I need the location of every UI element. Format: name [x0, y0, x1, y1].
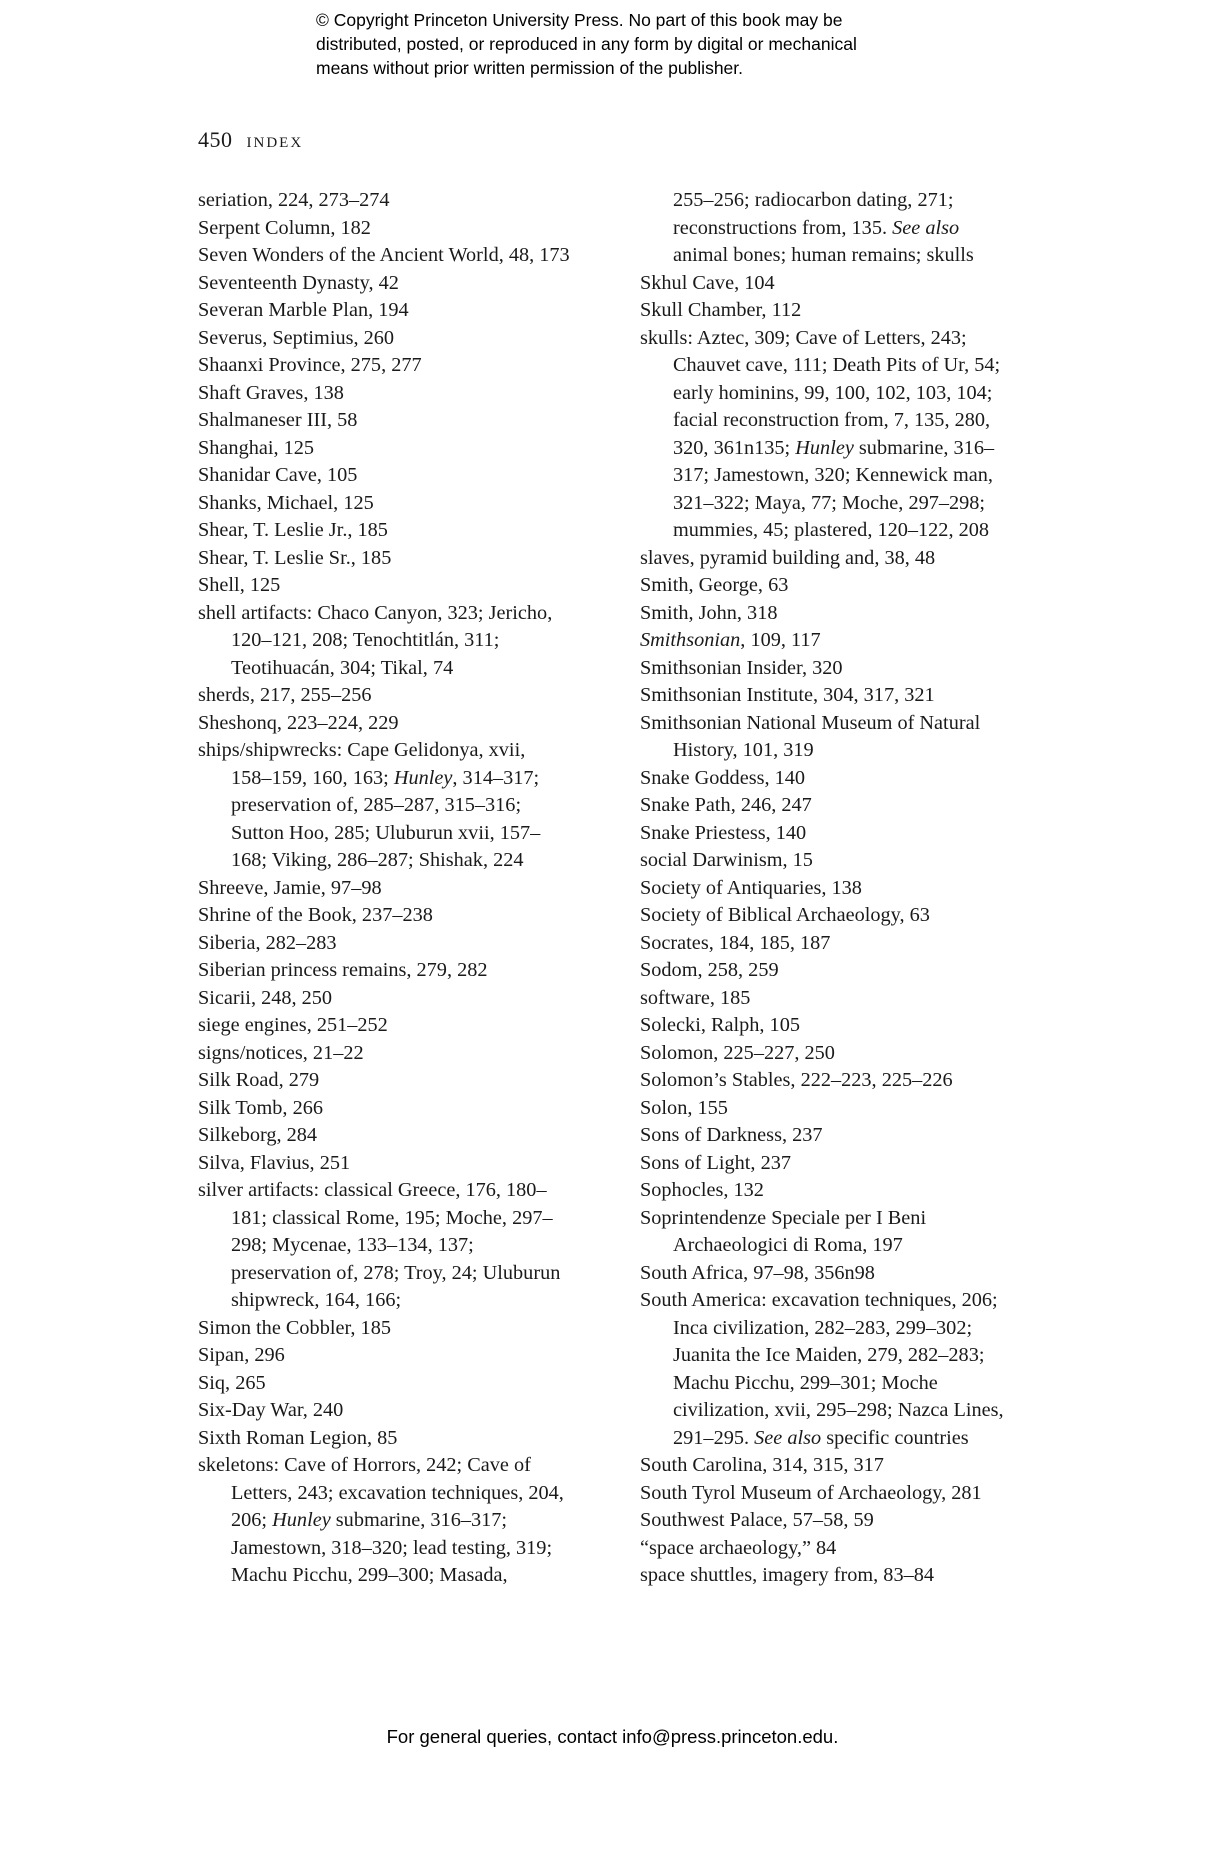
index-entry-line: [198, 1067, 618, 1095]
entry-text: Shanghai, 125: [198, 436, 315, 459]
index-entry-line: [198, 1535, 618, 1563]
entry-text: Society of Biblical Archaeology, 63: [640, 904, 930, 926]
index-entry-line: [640, 875, 1060, 903]
entry-text: Smithsonian Insider, 320: [640, 656, 843, 679]
index-entry-line: [640, 1452, 1060, 1480]
entry-text: specific countries: [821, 1426, 969, 1449]
index-entry-line: [198, 902, 618, 930]
index-entry-line: [640, 187, 1060, 215]
index-entry-line: [198, 1287, 618, 1315]
index-entry-line: [198, 930, 618, 958]
entry-text: South Carolina, 314, 315, 317: [640, 1454, 884, 1476]
index-entry-line: [640, 1067, 1060, 1095]
copyright-notice: [316, 8, 956, 80]
entry-text: Silk Road, 279: [198, 1069, 320, 1091]
entry-text: Soprintendenze Speciale per I Beni: [640, 1206, 927, 1229]
entry-text: Snake Goddess, 140: [640, 766, 806, 789]
index-entry-line: [640, 297, 1060, 325]
entry-text: software, 185: [640, 986, 751, 1009]
entry-text: Shreeve, Jamie, 97–98: [198, 876, 382, 899]
index-entry-line: [640, 1507, 1060, 1535]
entry-text: Letters, 243; excavation techniques, 204,: [231, 1481, 564, 1504]
entry-text: Snake Priestess, 140: [640, 821, 807, 844]
entry-text: Severan Marble Plan, 194: [198, 299, 409, 321]
entry-text: slaves, pyramid building and, 38, 48: [640, 546, 936, 569]
entry-text: Shrine of the Book, 237–238: [198, 904, 433, 926]
index-entry-line: [198, 875, 618, 903]
entry-text: Juanita the Ice Maiden, 279, 282–283;: [673, 1344, 985, 1366]
index-entry-line: [198, 1562, 618, 1590]
entry-text: shell artifacts: Chaco Canyon, 323; Jericho,: [198, 601, 553, 624]
index-entry-line: [198, 1425, 618, 1453]
entry-text: Sophocles, 132: [640, 1179, 764, 1201]
entry-text: ships/shipwrecks: Cape Gelidonya, xvii,: [198, 739, 526, 761]
index-entry-line: [198, 1370, 618, 1398]
entry-text: siege engines, 251–252: [198, 1014, 388, 1036]
index-entry-line: [640, 270, 1060, 298]
index-entry-line: [198, 187, 618, 215]
entry-text: Shanidar Cave, 105: [198, 464, 358, 486]
italic-text: Hunley: [272, 1509, 331, 1531]
entry-text: Jamestown, 318–320; lead testing, 319;: [231, 1536, 553, 1559]
entry-text: Machu Picchu, 299–301; Moche: [673, 1371, 938, 1394]
index-column-right: [640, 187, 1060, 1590]
index-entry-line: [198, 297, 618, 325]
index-entry-line: [198, 517, 618, 545]
entry-text: Skull Chamber, 112: [640, 299, 802, 321]
entry-text: Teotihuacán, 304; Tikal, 74: [231, 656, 454, 679]
index-entry-line: [198, 1205, 618, 1233]
entry-text: Sutton Hoo, 285; Uluburun xvii, 157–: [231, 821, 541, 844]
index-entry-line: [640, 1205, 1060, 1233]
entry-text: Shell, 125: [198, 574, 281, 596]
index-entry-line: [640, 407, 1060, 435]
entry-text: Shalmaneser III, 58: [198, 409, 358, 431]
index-entry-line: [640, 1535, 1060, 1563]
index-entry-line: [198, 1480, 618, 1508]
index-entry-line: [640, 627, 1060, 655]
index-entry-line: [640, 1562, 1060, 1590]
entry-text: 168; Viking, 286–287; Shishak, 224: [231, 849, 524, 871]
index-entry-line: [640, 1370, 1060, 1398]
footer-contact: For general queries, contact info@press.princeton.edu.: [386, 1726, 839, 1747]
entry-text: Seven Wonders of the Ancient World, 48, 173: [198, 244, 570, 266]
entry-text: South Africa, 97–98, 356n98: [640, 1261, 875, 1284]
index-entry-line: [640, 1095, 1060, 1123]
index-entry-line: [198, 765, 618, 793]
index-entry-line: [640, 435, 1060, 463]
index-entry-line: [640, 242, 1060, 270]
entry-text: Six-Day War, 240: [198, 1399, 344, 1421]
index-entry-line: [198, 1315, 618, 1343]
index-entry-line: [640, 847, 1060, 875]
copyright-line: distributed, posted, or reproduced in any form by digital or mechanical: [316, 34, 857, 54]
entry-text: shipwreck, 164, 166;: [231, 1289, 402, 1311]
entry-text: South Tyrol Museum of Archaeology, 281: [640, 1481, 982, 1504]
index-entry-line: [198, 572, 618, 600]
entry-text: 255–256; radiocarbon dating, 271;: [673, 189, 954, 211]
entry-text: mummies, 45; plastered, 120–122, 208: [673, 519, 990, 541]
entry-text: Inca civilization, 282–283, 299–302;: [673, 1316, 973, 1339]
index-entry-line: [640, 1040, 1060, 1068]
entry-text: Sons of Light, 237: [640, 1151, 791, 1174]
index-entry-line: [640, 1177, 1060, 1205]
index-entry-line: [198, 462, 618, 490]
italic-text: Hunley: [795, 436, 854, 459]
entry-text: 158–159, 160, 163;: [231, 766, 394, 789]
index-entry-line: [198, 242, 618, 270]
index-entry-line: [198, 737, 618, 765]
index-entry-line: [198, 1040, 618, 1068]
entry-text: 181; classical Rome, 195; Moche, 297–: [231, 1206, 553, 1229]
entry-text: reconstructions from, 135.: [673, 216, 893, 239]
index-entry-line: [640, 1012, 1060, 1040]
index-entry-line: [640, 1122, 1060, 1150]
index-entry-line: [198, 1452, 618, 1480]
entry-text: Sodom, 258, 259: [640, 959, 779, 981]
index-entry-line: [198, 352, 618, 380]
entry-text: Shaanxi Province, 275, 277: [198, 354, 422, 376]
entry-text: Chauvet cave, 111; Death Pits of Ur, 54;: [673, 354, 1001, 376]
index-entry-line: [198, 1342, 618, 1370]
index-entry-line: [640, 1480, 1060, 1508]
index-entry-line: [640, 985, 1060, 1013]
entry-text: Solon, 155: [640, 1096, 728, 1119]
index-entry-line: [640, 1315, 1060, 1343]
italic-text: See also: [892, 216, 960, 239]
index-entry-line: [198, 407, 618, 435]
italic-text: See also: [754, 1426, 822, 1449]
index-entry-line: [640, 1342, 1060, 1370]
entry-text: 291–295.: [673, 1426, 755, 1449]
entry-text: silver artifacts: classical Greece, 176, 180–: [198, 1179, 547, 1201]
entry-text: Smith, George, 63: [640, 574, 789, 596]
entry-text: seriation, 224, 273–274: [198, 189, 390, 211]
entry-text: Shaft Graves, 138: [198, 381, 344, 404]
entry-text: Sheshonq, 223–224, 229: [198, 711, 399, 734]
entry-text: Sons of Darkness, 237: [640, 1124, 823, 1146]
entry-text: sherds, 217, 255–256: [198, 684, 372, 706]
entry-text: 298; Mycenae, 133–134, 137;: [231, 1234, 474, 1256]
index-entry-line: [640, 572, 1060, 600]
index-entry-line: [198, 270, 618, 298]
index-entry-line: [198, 600, 618, 628]
index-entry-line: [198, 710, 618, 738]
index-entry-line: [198, 435, 618, 463]
section-title: index: [246, 128, 304, 152]
entry-text: Silkeborg, 284: [198, 1124, 318, 1146]
index-entry-line: [640, 820, 1060, 848]
index-entry-line: [198, 1232, 618, 1260]
entry-text: preservation of, 278; Troy, 24; Uluburun: [231, 1261, 561, 1284]
entry-text: facial reconstruction from, 7, 135, 280,: [673, 409, 991, 431]
index-entry-line: [640, 930, 1060, 958]
index-entry-line: [198, 985, 618, 1013]
entry-text: Shear, T. Leslie Jr., 185: [198, 519, 388, 541]
index-entry-line: [198, 1012, 618, 1040]
entry-text: Serpent Column, 182: [198, 216, 371, 239]
entry-text: Shear, T. Leslie Sr., 185: [198, 546, 392, 569]
entry-text: Solomon’s Stables, 222–223, 225–226: [640, 1069, 953, 1091]
entry-text: Skhul Cave, 104: [640, 271, 775, 294]
index-entry-line: [198, 682, 618, 710]
entry-text: Smithsonian Institute, 304, 317, 321: [640, 684, 935, 706]
entry-text: Southwest Palace, 57–58, 59: [640, 1509, 874, 1531]
entry-text: early hominins, 99, 100, 102, 103, 104;: [673, 381, 993, 404]
entry-text: History, 101, 319: [673, 739, 814, 761]
page-number: 450: [198, 127, 233, 152]
entry-text: social Darwinism, 15: [640, 849, 813, 871]
index-entry-line: [640, 710, 1060, 738]
running-head: [198, 124, 303, 156]
entry-text: Severus, Septimius, 260: [198, 326, 395, 349]
index-entry-line: [198, 655, 618, 683]
entry-text: preservation of, 285–287, 315–316;: [231, 794, 522, 816]
index-entry-line: [640, 545, 1060, 573]
entry-text: , 109, 117: [740, 629, 821, 651]
entry-text: Silva, Flavius, 251: [198, 1151, 351, 1174]
index-entry-line: [198, 1150, 618, 1178]
index-entry-line: [640, 1150, 1060, 1178]
entry-text: Siberian princess remains, 279, 282: [198, 959, 488, 981]
index-entry-line: [640, 1425, 1060, 1453]
entry-text: Snake Path, 246, 247: [640, 794, 812, 816]
copyright-line: means without prior written permission of the publisher.: [316, 58, 744, 78]
index-entry-line: [198, 1122, 618, 1150]
index-entry-line: [640, 655, 1060, 683]
index-entry-line: [640, 352, 1060, 380]
index-entry-line: [640, 957, 1060, 985]
entry-text: Sicarii, 248, 250: [198, 986, 333, 1009]
index-entry-line: [198, 847, 618, 875]
index-entry-line: [198, 1260, 618, 1288]
entry-text: civilization, xvii, 295–298; Nazca Lines,: [673, 1399, 1004, 1421]
index-entry-line: [640, 737, 1060, 765]
index-column-left: [198, 187, 618, 1590]
entry-text: skulls: Aztec, 309; Cave of Letters, 243;: [640, 326, 967, 349]
entry-text: Siberia, 282–283: [198, 931, 337, 954]
italic-text: Smithsonian: [640, 629, 741, 651]
entry-text: Silk Tomb, 266: [198, 1096, 323, 1119]
index-entry-line: [198, 1095, 618, 1123]
index-entry-line: [640, 1287, 1060, 1315]
index-entry-line: [640, 1397, 1060, 1425]
entry-text: Seventeenth Dynasty, 42: [198, 271, 399, 294]
entry-text: animal bones; human remains; skulls: [673, 244, 974, 266]
copyright-line: © Copyright Princeton University Press. No part of this book may be: [316, 10, 843, 30]
entry-text: signs/notices, 21–22: [198, 1041, 364, 1064]
index-entry-line: [198, 957, 618, 985]
entry-text: Solecki, Ralph, 105: [640, 1014, 800, 1036]
entry-text: South America: excavation techniques, 206;: [640, 1289, 998, 1311]
index-entry-line: [640, 490, 1060, 518]
entry-text: 206;: [231, 1509, 273, 1531]
entry-text: Archaeologici di Roma, 197: [673, 1234, 903, 1256]
index-entry-line: [198, 1177, 618, 1205]
entry-text: Sipan, 296: [198, 1344, 285, 1366]
index-entry-line: [198, 792, 618, 820]
index-entry-line: [198, 545, 618, 573]
index-entry-line: [640, 902, 1060, 930]
index-entry-line: [198, 380, 618, 408]
entry-text: Sixth Roman Legion, 85: [198, 1426, 398, 1449]
entry-text: Shanks, Michael, 125: [198, 491, 374, 514]
index-entry-line: [198, 1397, 618, 1425]
entry-text: Smithsonian National Museum of Natural: [640, 711, 981, 734]
entry-text: 120–121, 208; Tenochtitlán, 311;: [231, 629, 500, 651]
entry-text: 320, 361n135;: [673, 436, 796, 459]
index-entry-line: [640, 325, 1060, 353]
entry-text: 317; Jamestown, 320; Kennewick man,: [673, 464, 993, 486]
index-entry-line: [640, 682, 1060, 710]
entry-text: skeletons: Cave of Horrors, 242; Cave of: [198, 1454, 531, 1476]
index-entry-line: [198, 325, 618, 353]
index-entry-line: [198, 1507, 618, 1535]
entry-text: Society of Antiquaries, 138: [640, 876, 862, 899]
entry-text: 321–322; Maya, 77; Moche, 297–298;: [673, 491, 986, 514]
entry-text: submarine, 316–: [853, 436, 995, 459]
index-entry-line: [640, 215, 1060, 243]
entry-text: Solomon, 225–227, 250: [640, 1041, 835, 1064]
entry-text: Machu Picchu, 299–300; Masada,: [231, 1564, 508, 1586]
entry-text: Simon the Cobbler, 185: [198, 1316, 391, 1339]
entry-text: submarine, 316–317;: [330, 1509, 508, 1531]
entry-text: space shuttles, imagery from, 83–84: [640, 1564, 935, 1586]
index-entry-line: [640, 1232, 1060, 1260]
index-entry-line: [640, 462, 1060, 490]
italic-text: Hunley: [393, 766, 453, 789]
entry-text: , 314–317;: [452, 766, 540, 789]
entry-text: “space archaeology,” 84: [640, 1536, 837, 1559]
index-entry-line: [640, 600, 1060, 628]
index-entry-line: [640, 792, 1060, 820]
index-entry-line: [198, 490, 618, 518]
index-entry-line: [640, 765, 1060, 793]
index-entry-line: [198, 627, 618, 655]
index-entry-line: [640, 517, 1060, 545]
index-entry-line: [198, 215, 618, 243]
index-entry-line: [640, 380, 1060, 408]
index-entry-line: [198, 820, 618, 848]
entry-text: Smith, John, 318: [640, 601, 778, 624]
entry-text: Socrates, 184, 185, 187: [640, 931, 831, 954]
entry-text: Siq, 265: [198, 1371, 266, 1394]
index-entry-line: [640, 1260, 1060, 1288]
